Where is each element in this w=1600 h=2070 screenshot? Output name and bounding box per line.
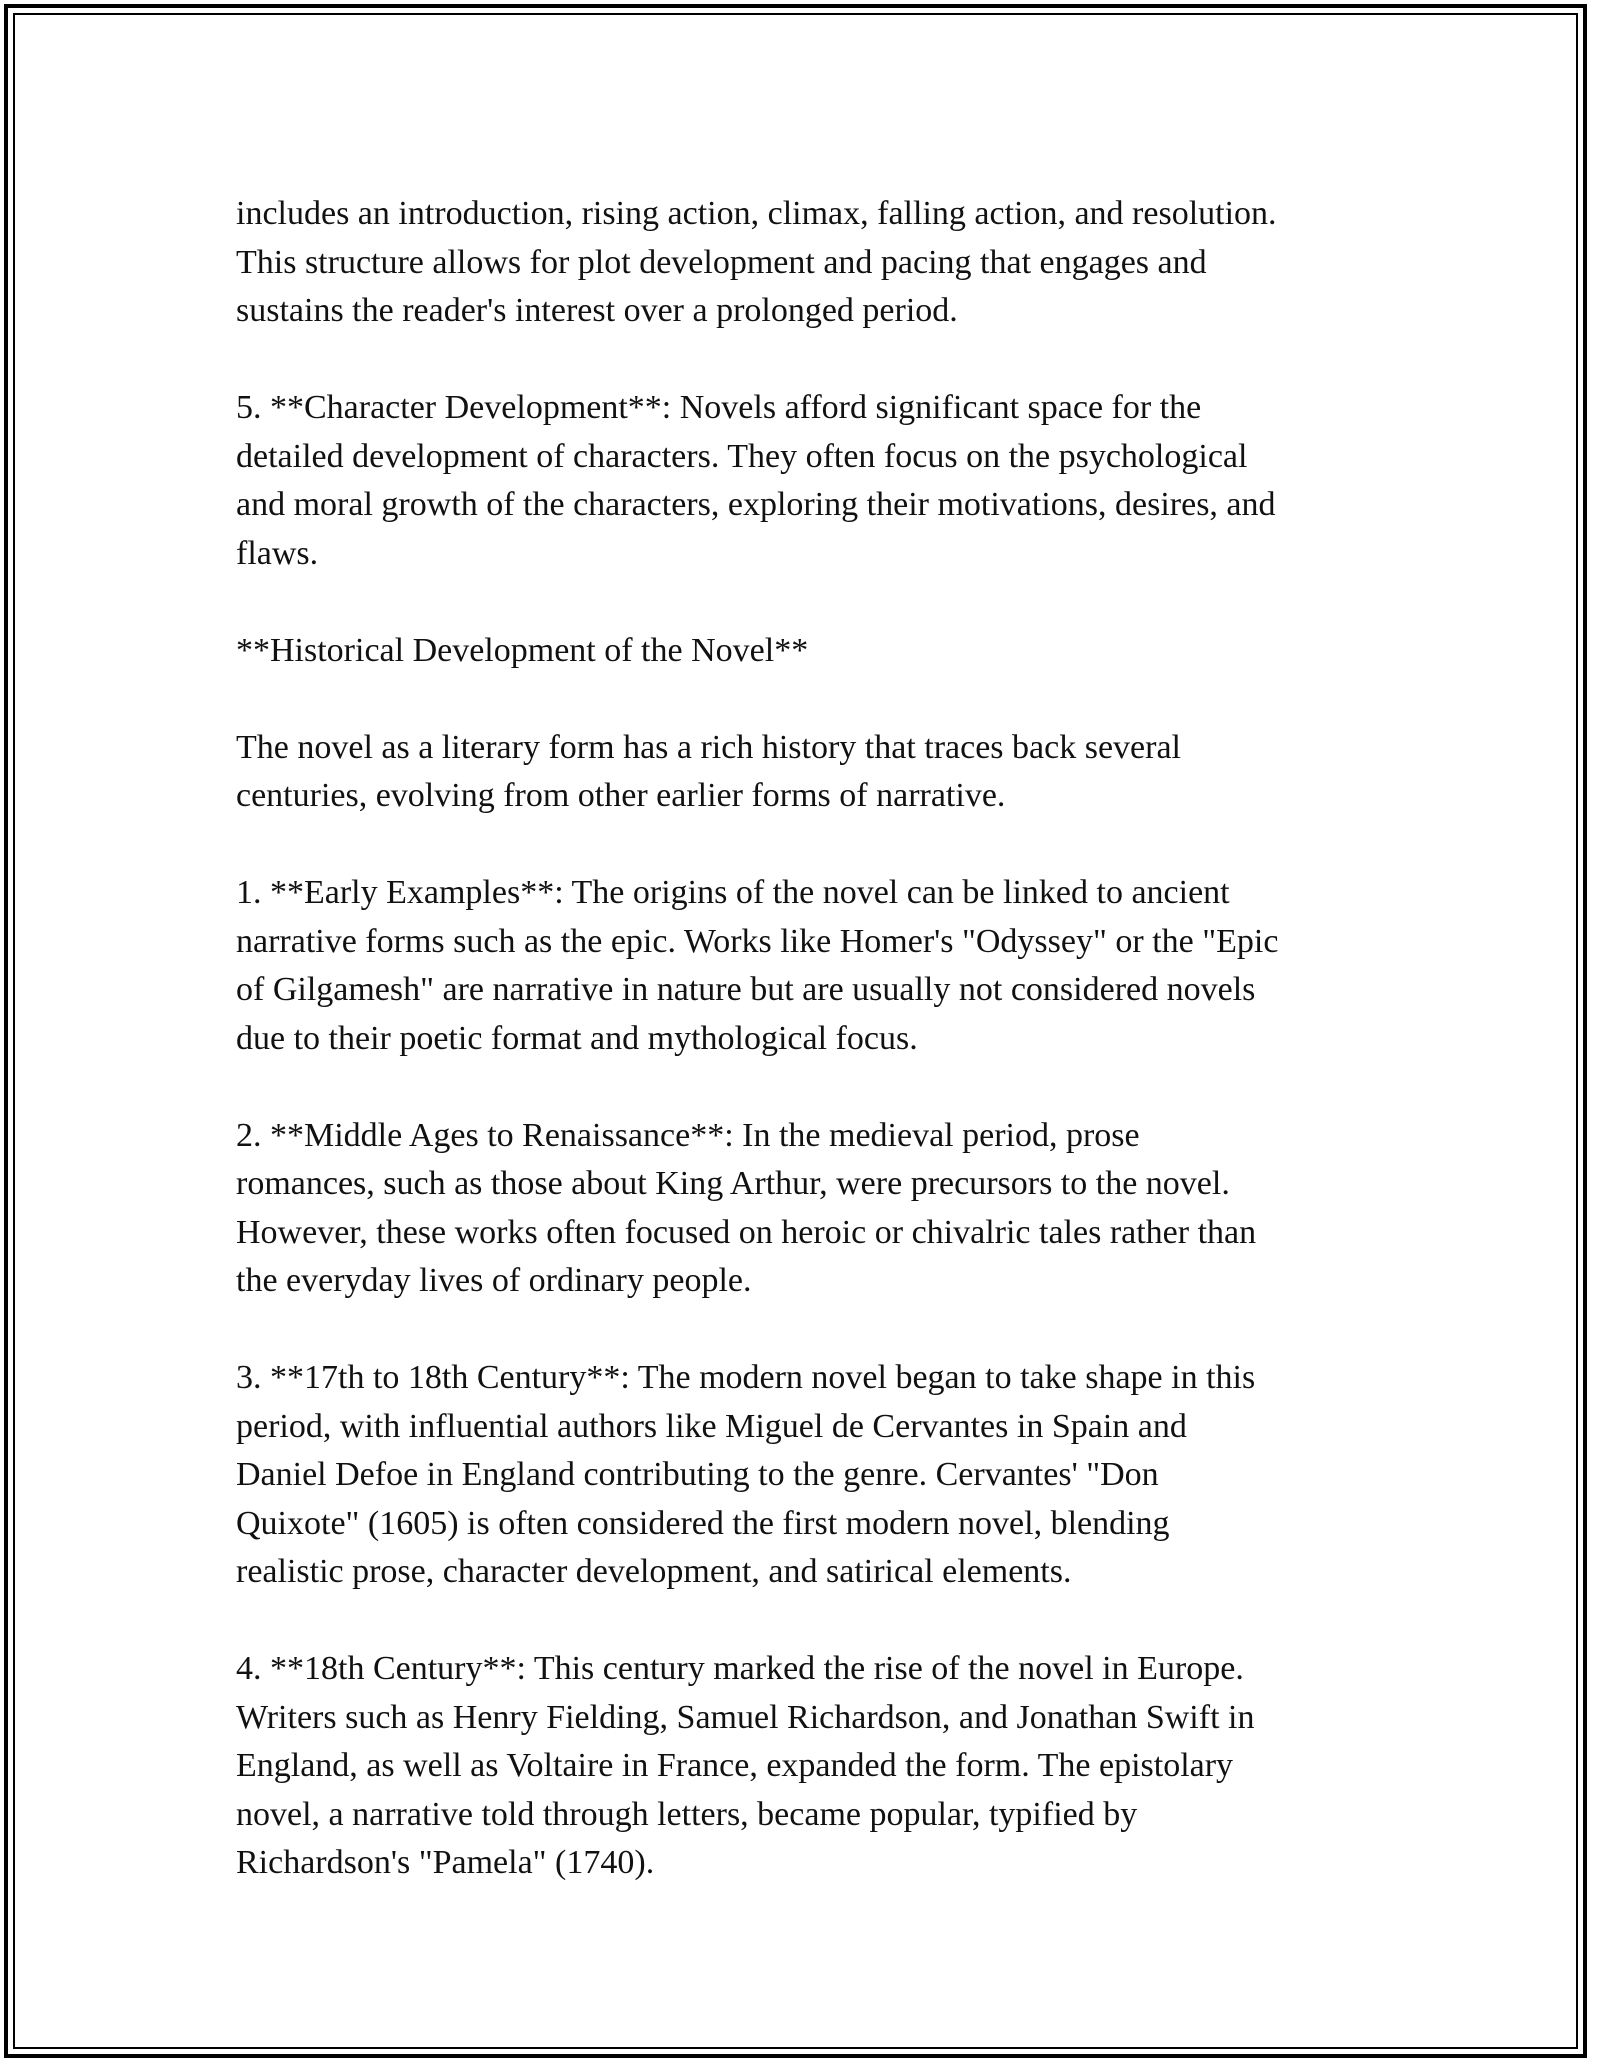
paragraph-17th-18th-century: 3. **17th to 18th Century**: The modern novel began to take shape in this period, with influential authors like Miguel de Cervantes in Spain and Daniel Defoe in England contributing to the genre. Cervantes' "Don Quixote" (1605) is often considered the first modern novel, blending realistic prose, character development, and satirical elements. xyxy=(236,1359,1256,1590)
paragraph-character-development: 5. **Character Development**: Novels afford significant space for the detailed development of characters. They often focus on the psychological and moral growth of the characters, exploring their motivations, desires, and flaws. xyxy=(236,389,1276,572)
paragraph-history-intro: The novel as a literary form has a rich history that traces back several centuries, evolving from other earlier forms of narrative. xyxy=(236,728,1181,814)
paragraph-middle-ages: 2. **Middle Ages to Renaissance**: In the medieval period, prose romances, such as those about King Arthur, were precursors to the novel. However, these works often focused on heroic or chivalric tales rather than the everyday lives of ordinary people. xyxy=(236,1116,1257,1299)
section-heading-historical-development: **Historical Development of the Novel** xyxy=(236,631,809,669)
paragraph-18th-century: 4. **18th Century**: This century marked the rise of the novel in Europe. Writers such as Henry Fielding, Samuel Richardson, and Jonathan Swift in England, as well as Voltaire in France, expanded the form. The epistolary novel, a narrative told through letters, became popular, typified by Richardson's "Pamela" (1740). xyxy=(236,1650,1255,1881)
paragraph-plot-structure: includes an introduction, rising action, climax, falling action, and resolution. This structure allows for plot development and pacing that engages and sustains the reader's interest over a prolonged period. xyxy=(236,195,1277,329)
paragraph-early-examples: 1. **Early Examples**: The origins of the novel can be linked to ancient narrative forms such as the epic. Works like Homer's "Odyssey" or the "Epic of Gilgamesh" are narrative in nature but are usually not considered novels due to their poetic format and mythological focus. xyxy=(236,874,1279,1057)
document-body xyxy=(236,190,1386,1888)
